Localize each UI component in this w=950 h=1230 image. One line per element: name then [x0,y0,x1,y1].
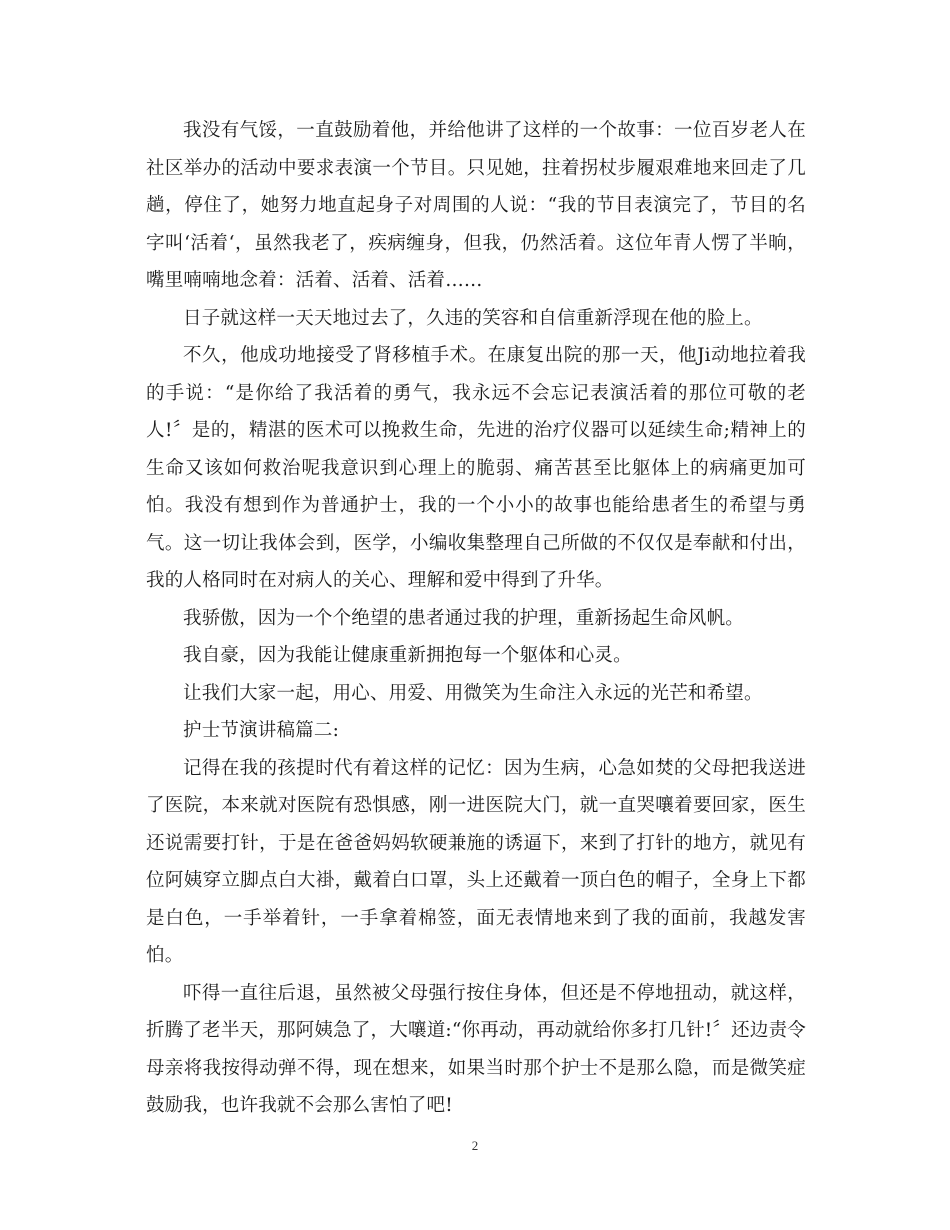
paragraph-recovery: 日子就这样一天天地过去了，久违的笑容和自信重新浮现在他的脸上。 [183,307,763,329]
paragraph-story: 我没有气馁，一直鼓励着他，并给他讲了这样的一个故事：一位百岁老人在社区举办的活动中要求表演一个节目。只见她，拄着拐杖步履艰难地来回走了几趟，停住了，她努力地直起身子对周围的人说：“我的节目表演完了，节目的名字叫‘活着‘，虽然我老了，疾病缠身，但我，仍然活着。这位年青人愣了半晌，嘴里喃喃地念着：活着、活着、活着…… [146,120,806,291]
paragraph-injection: 吓得一直往后退，虽然被父母强行按住身体，但还是不停地扭动，就这样，折腾了老半天，那阿姨急了，大嚷道:“你再动，再动就给你多打几针!〞还边责令母亲将我按得动弹不得，现在想来，如果当时那个护士不是那么隐，而是微笑症鼓励我，也许我就不会那么害怕了吧! [146,982,806,1116]
paragraph-call-to-action: 让我们大家一起，用心、用爱、用微笑为生命注入永远的光芒和希望。 [183,682,763,704]
paragraph-pride: 我骄傲，因为一个个绝望的患者通过我的护理，重新扬起生命风帆。 [183,607,745,629]
paragraph-transplant: 不久，他成功地接受了肾移植手术。在康复出院的那一天，他Ji动地拉着我的手说：“是你给了我活着的勇气，我永远不会忘记表演活着的那位可敬的老人!〞是的，精湛的医术可以挽救生命，先进的治疗仪器可以延续生命;精神上的生命又该如何救治呢我意识到心理上的脆弱、痛苦甚至比躯体上的病痛更加可怕。我没有想到作为普通护士，我的一个小小的故事也能给患者生的希望与勇气。这一切让我体会到，医学，小编收集整理自己所做的不仅仅是奉献和付出，我的人格同时在对病人的关心、理解和爱中得到了升华。 [146,345,806,591]
paragraph-childhood-memory: 记得在我的孩提时代有着这样的记忆：因为生病，心急如焚的父母把我送进了医院，本来就对医院有恐惧感，刚一进医院大门，就一直哭嚷着要回家，医生还说需要打针，于是在爸爸妈妈软硬兼施的诱逼下，来到了打针的地方，就见有位阿姨穿立脚点白大褂，戴着白口罩，头上还戴着一顶白色的帽子，全身上下都是白色，一手举着针，一手拿着棉签，面无表情地来到了我的面前，我越发害怕。 [146,757,806,966]
document-body [146,112,806,1125]
paragraph-self-esteem: 我自豪，因为我能让健康重新拥抱每一个躯体和心灵。 [183,645,632,666]
section-heading: 护士节演讲稿篇二: [183,720,340,741]
page-number: 2 [471,1138,479,1153]
